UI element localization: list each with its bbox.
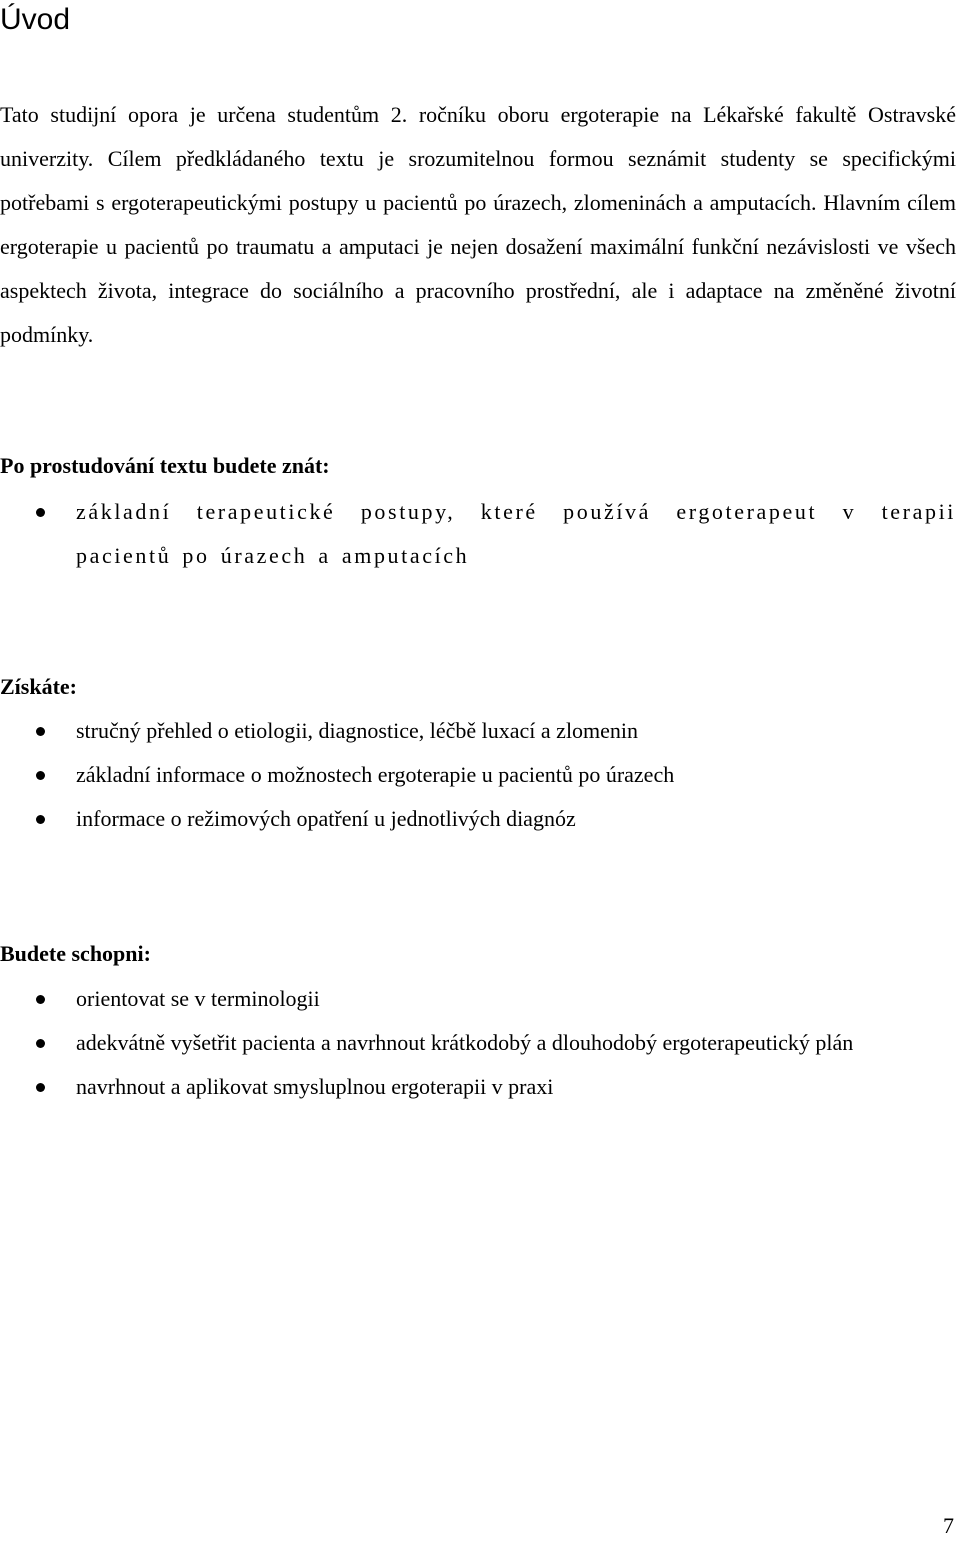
list-item	[0, 977, 956, 1021]
bullet-icon	[36, 815, 45, 824]
page-title: Úvod	[0, 3, 71, 36]
list-item-text: navrhnout a aplikovat smysluplnou ergoterapii v praxi	[76, 1074, 554, 1099]
list-item	[0, 1021, 956, 1065]
page-number: 7	[943, 1513, 954, 1538]
list-item-text: orientovat se v terminologii	[76, 986, 320, 1011]
bullet-icon	[36, 771, 45, 780]
abilities-list	[0, 977, 956, 1109]
bullet-icon	[36, 995, 45, 1004]
section-heading-knowledge: Po prostudování textu budete znát:	[0, 453, 330, 478]
list-item-text: základní informace o možnostech ergoterapie u pacientů po úrazech	[76, 762, 675, 787]
bullet-icon	[36, 727, 45, 736]
intro-paragraph: Tato studijní opora je určena studentům 2. ročníku oboru ergoterapie na Lékařské fakultě Ostravské univerzity. Cílem předkládaného textu je srozumitelnou formou seznámit studenty se specifickými potřebami s ergoterapeutickými postupy u pacientů po úrazech, zlomeninách a amputacích. Hlavním cílem ergoterapie u pacientů po traumatu a amputaci je nejen dosažení maximální funkční nezávislosti ve všech aspektech života, integrace do sociálního a pracovního prostřední, ale i adaptace na změněné životní podmínky.	[0, 102, 956, 347]
list-item-text: adekvátně vyšetřit pacienta a navrhnout krátkodobý a dlouhodobý ergoterapeutický plán	[76, 1030, 854, 1055]
list-item-text: informace o režimových opatření u jednotlivých diagnóz	[76, 806, 576, 831]
list-item	[0, 1065, 956, 1109]
section-heading-abilities: Budete schopni:	[0, 941, 151, 966]
bullet-icon	[36, 1083, 45, 1092]
gain-list	[0, 709, 956, 841]
list-item	[0, 490, 956, 578]
bullet-icon	[36, 508, 45, 517]
section-heading-gain: Získáte:	[0, 674, 77, 699]
knowledge-list	[0, 490, 956, 578]
list-item	[0, 797, 956, 841]
list-item	[0, 753, 956, 797]
list-item-text: stručný přehled o etiologii, diagnostice, léčbě luxací a zlomenin	[76, 718, 639, 743]
list-item	[0, 709, 956, 753]
bullet-icon	[36, 1039, 45, 1048]
list-item-text: základní terapeutické postupy, které používá ergoterapeut v terapii pacientů po úrazech a amputacích	[76, 499, 956, 568]
